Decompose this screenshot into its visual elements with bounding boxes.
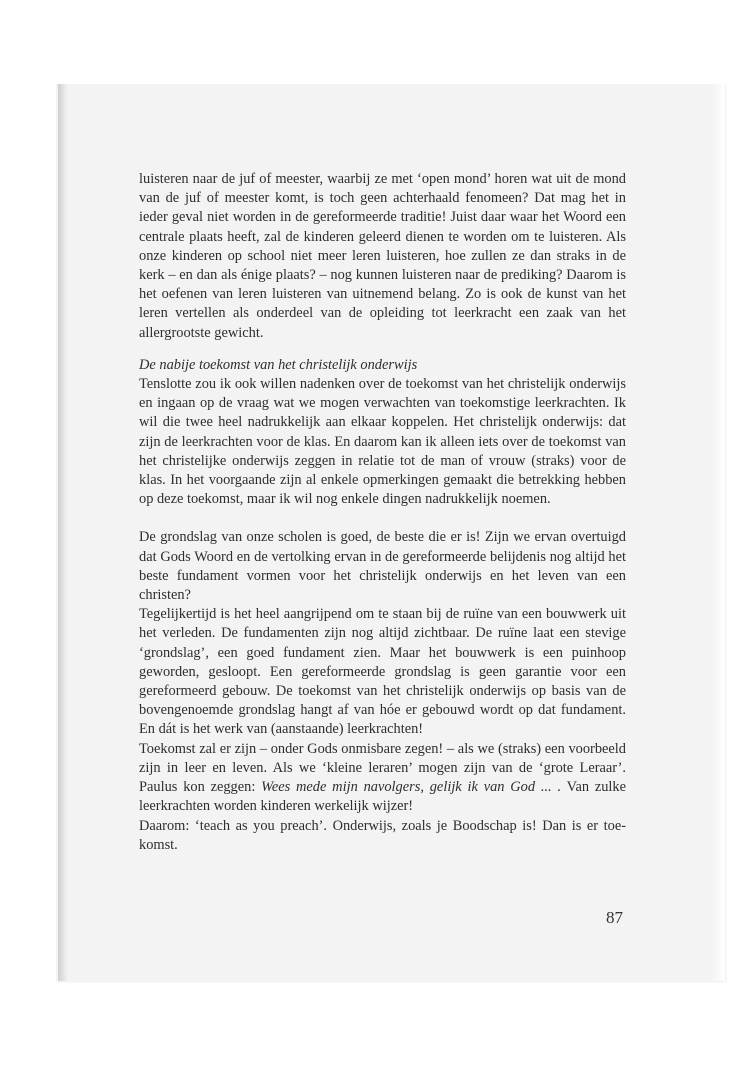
paragraph-future: Tenslotte zou ik ook willen nadenken over de toekomst van het christelijk onderwijs en ingaan op de vraag wat we mogen verwachten van toekomstige leerkrachten. Ik wil die twee heel nadrukkelijk aan elkaar koppelen. Het christelijk onderwijs: dat zijn de leerkrachten voor de klas. En daarom kan ik alleen iets over de toekomst van het christelijke onderwijs zeggen in relatie tot de man of vrouw (straks) voor de klas. In het voorgaande zijn al enkele opmerkingen gemaakt die betrekking hebben op deze toekomst, maar ik wil nog enkele dingen nadrukkelijk noemen. <box>139 376 626 508</box>
paragraph-conclusion: Daarom: ‘teach as you preach’. Onderwijs, zoals je Boodschap is! Dan is er toekomst. <box>139 817 626 853</box>
paragraph-example <box>139 740 626 817</box>
paragraph-gap <box>139 509 626 528</box>
paragraph-listening: luisteren naar de juf of meester, waarbij ze met ‘open mond’ horen wat uit de mond van de juf of meester komt, is toch geen achterhaald fenomeen? Dat mag het in ieder geval niet worden in de gereformeerde traditie! Juist daar waar het Woord een centrale plaats heeft, zal de kinderen geleerd dienen te worden om te luisteren. Als onze kinderen op school niet meer leren luisteren, hoe zullen ze dan straks in de kerk – en dan als énige plaats? – nog kunnen luisteren naar de prediking? Daarom is het oefenen van leren luisteren van uitnemend belang. Zo is ook de kunst van het leren vertellen als onderdeel van de opleiding tot leerkracht een zaak van het allergrootste gewicht. <box>139 171 626 341</box>
paragraph-example-end: Van zulke leerkrachten worden kinderen werkelijk wijzer! <box>139 779 626 815</box>
paul-quote: Wees mede mijn navolgers, gelijk ik van God ... . <box>261 779 562 796</box>
paragraph-foundation: De grondslag van onze scholen is goed, de beste die er is! Zijn we ervan overtuigd dat Gods Woord en de vertolking ervan in de gereformeerde belijdenis nog altijd het beste fundament vormen voor het christelijk onderwijs en het leven van een christen? <box>139 529 626 604</box>
section-heading: De nabije toekomst van het christelijk onderwijs <box>139 356 418 373</box>
page-number: 87 <box>606 908 623 927</box>
page-gutter-shadow <box>58 84 68 981</box>
paragraph-ruin: Tegelijkertijd is het heel aangrijpend om te staan bij de ruïne van een bouwwerk uit het verleden. De fundamenten zijn nog altijd zichtbaar. De ruïne laat een stevige ‘grondslag’, een goed fundament zien. Maar het bouwwerk is een puinhoop geworden, gesloopt. Een gereformeerde grondslag is geen garantie voor een gereformeerd gebouw. De toekomst van het christelijk onderwijs op basis van de bovengenoemde grondslag hangt af van hóe er gebouwd wordt op dat fundament. En dát is het werk van (aanstaande) leerkrachten! <box>139 606 626 738</box>
paragraph-example-start: Toekomst zal er zijn – onder Gods onmisbare zegen! – als we (straks) een voorbeeld zijn in leer en leven. Als we ‘kleine leraren’ mogen zijn van de ‘grote Leraar’. Paulus kon zeggen: <box>139 740 626 796</box>
body-text <box>139 170 626 855</box>
page-fore-edge <box>710 84 725 981</box>
